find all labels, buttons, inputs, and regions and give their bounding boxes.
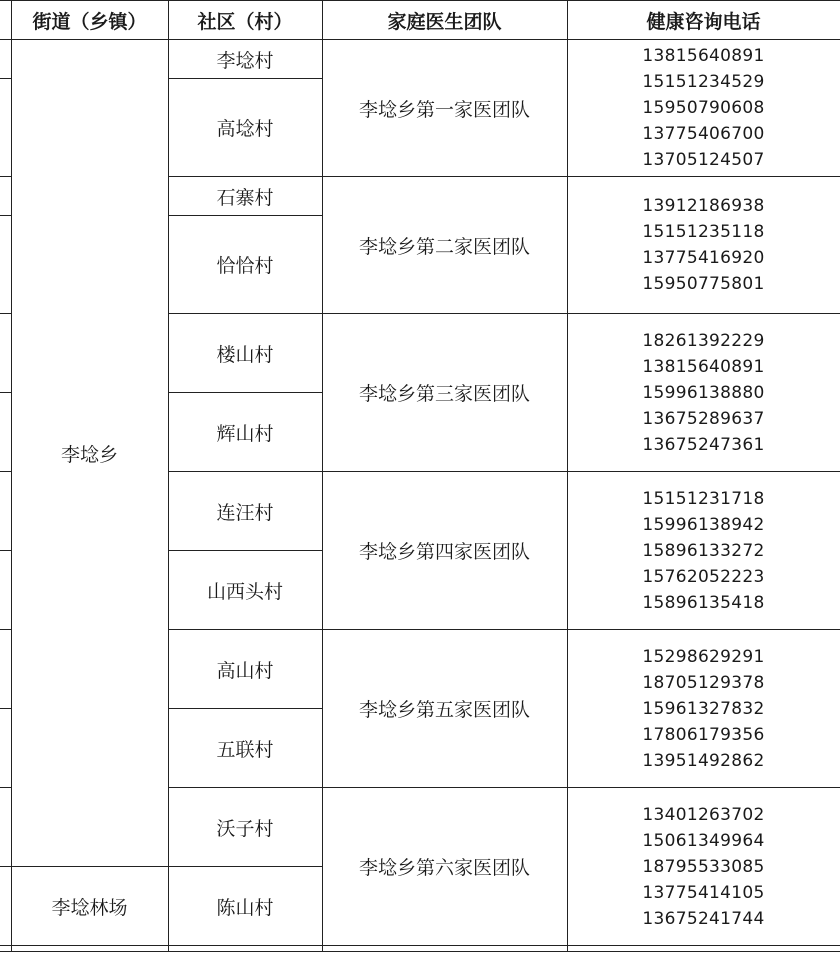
village-cell: 高山村 <box>168 630 322 709</box>
phone-number: 15061349964 <box>642 830 765 851</box>
phone-number: 13675247361 <box>642 434 765 455</box>
phone-number: 13912186938 <box>642 196 765 216</box>
team-cell: 李埝乡第一家医团队 <box>322 40 567 177</box>
phone-number: 13775416920 <box>642 248 765 268</box>
header-street: 街道（乡镇） <box>11 1 168 40</box>
phone-number: 15298629291 <box>642 646 765 667</box>
phone-number: 15896135418 <box>642 592 765 613</box>
next-row-edge <box>0 946 840 952</box>
village-cell: 辉山村 <box>168 393 322 472</box>
phone-number: 13675241744 <box>642 908 765 929</box>
edge-cell <box>567 946 840 952</box>
village-cell: 沃子村 <box>168 788 322 867</box>
phone-number: 15961327832 <box>642 698 765 719</box>
left-stub-cell <box>0 314 11 393</box>
phone-number: 15996138880 <box>642 382 765 403</box>
left-stub-cell <box>0 177 11 216</box>
left-stub-cell <box>0 472 11 551</box>
edge-cell <box>11 946 168 952</box>
phone-number: 13675289637 <box>642 408 765 429</box>
village-cell: 李埝村 <box>168 40 322 79</box>
table-row <box>0 40 840 79</box>
phone-number: 18705129378 <box>642 672 765 693</box>
left-stub-cell <box>0 788 11 867</box>
village-cell: 高埝村 <box>168 79 322 177</box>
header-row <box>0 1 840 40</box>
phone-number: 15950775801 <box>642 274 765 294</box>
phone-list-cell <box>567 472 840 630</box>
phone-list-cell <box>567 40 840 177</box>
village-cell: 楼山村 <box>168 314 322 393</box>
team-cell: 李埝乡第六家医团队 <box>322 788 567 946</box>
phone-number: 13401263702 <box>642 804 765 825</box>
phone-number: 15950790608 <box>642 98 765 118</box>
phone-list-cell <box>567 314 840 472</box>
left-stub-cell <box>0 630 11 709</box>
left-stub-header <box>0 1 11 40</box>
header-team: 家庭医生团队 <box>322 1 567 40</box>
phone-number: 13815640891 <box>642 356 765 377</box>
phone-list-cell <box>567 630 840 788</box>
phone-number: 13705124507 <box>642 150 765 170</box>
phone-number: 13951492862 <box>642 750 765 771</box>
team-cell: 李埝乡第三家医团队 <box>322 314 567 472</box>
village-cell: 山西头村 <box>168 551 322 630</box>
edge-cell <box>168 946 322 952</box>
left-stub-cell <box>0 216 11 314</box>
village-cell: 陈山村 <box>168 867 322 946</box>
left-stub-cell <box>0 79 11 177</box>
phone-number: 17806179356 <box>642 724 765 745</box>
team-cell: 李埝乡第四家医团队 <box>322 472 567 630</box>
team-cell: 李埝乡第五家医团队 <box>322 630 567 788</box>
phone-number: 15151231718 <box>642 488 765 509</box>
left-stub-cell <box>0 40 11 79</box>
street-cell: 李埝林场 <box>11 867 168 946</box>
phone-number: 15896133272 <box>642 540 765 561</box>
phone-list-cell <box>567 177 840 314</box>
edge-cell <box>322 946 567 952</box>
team-cell: 李埝乡第二家医团队 <box>322 177 567 314</box>
phone-number: 15151234529 <box>642 72 765 92</box>
phone-number: 15996138942 <box>642 514 765 535</box>
phone-number: 18795533085 <box>642 856 765 877</box>
phone-list-cell <box>567 788 840 946</box>
phone-number: 13815640891 <box>642 46 765 66</box>
header-community: 社区（村） <box>168 1 322 40</box>
left-stub-cell <box>0 551 11 630</box>
street-cell: 李埝乡 <box>11 40 168 867</box>
edge-cell <box>0 946 11 952</box>
village-cell: 连汪村 <box>168 472 322 551</box>
left-stub-cell <box>0 393 11 472</box>
village-cell: 恰恰村 <box>168 216 322 314</box>
left-stub-cell <box>0 867 11 946</box>
phone-number: 15151235118 <box>642 222 765 242</box>
phone-number: 13775406700 <box>642 124 765 144</box>
phone-number: 15762052223 <box>642 566 765 587</box>
header-phone: 健康咨询电话 <box>567 1 840 40</box>
phone-number: 18261392229 <box>642 330 765 351</box>
village-cell: 石寨村 <box>168 177 322 216</box>
left-stub-cell <box>0 709 11 788</box>
phone-number: 13775414105 <box>642 882 765 903</box>
village-cell: 五联村 <box>168 709 322 788</box>
